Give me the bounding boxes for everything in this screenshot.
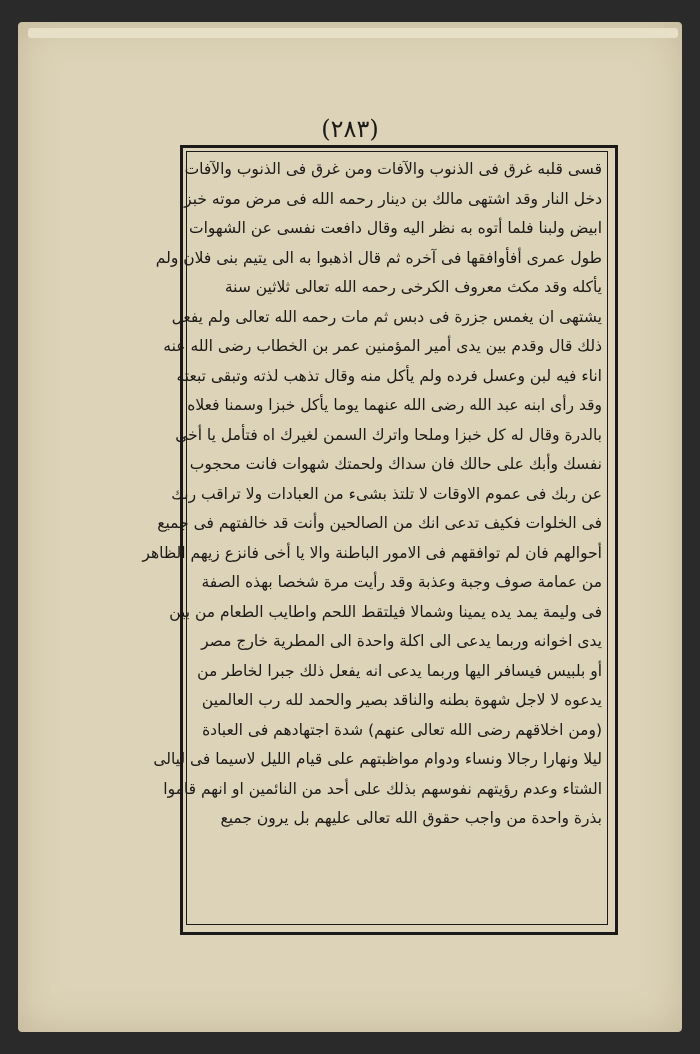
text-line: وقد رأى ابنه عبد الله رضى الله عنهما يوما يأكل خبزا وسمنا فعلاه <box>187 396 602 414</box>
text-line: ذلك قال وقدم بين يدى أمير المؤمنين عمر بن الخطاب رضى الله عنه <box>163 337 602 355</box>
text-line: عن ربك فى عموم الاوقات لا تلتذ بشىء من العبادات ولا تراقب ربك <box>171 484 602 503</box>
text-line: يدى اخوانه وربما يدعى الى اكلة واحدة الى المطرية خارج مصر <box>201 632 602 650</box>
text-line: يدعوه لا لاجل شهوة بطنه والناقد بصير والحمد لله رب العالمين <box>201 691 602 709</box>
text-line: من عمامة صوف وجبة وعذبة وقد رأيت مرة شخصا بهذه الصفة <box>201 573 602 591</box>
text-line: أو بلبيس فيسافر اليها وربما يدعى انه يفعل ذلك جبرا لخاطر من <box>197 661 602 680</box>
text-line: أحوالهم فان لم توافقهم فى الامور الباطنة والا يا أخى فانزع زيهم الظاهر <box>142 543 602 562</box>
text-line: نفسك وأبك على حالك فان سداك ولحمتك شهوات فانت محجوب <box>189 455 602 473</box>
text-line: بالدرة وقال له كل خبزا وملحا واترك السمن لغيرك اه فتأمل يا أخى <box>175 425 602 444</box>
text-line: قسى قلبه غرق فى الذنوب والآفات ومن غرق فى الذنوب والآفات <box>184 160 602 178</box>
text-line: يشتهى ان يغمس جزرة فى دبس ثم مات رحمه الله تعالى ولم يفعل <box>171 307 602 326</box>
text-block <box>142 155 602 834</box>
text-line: دخل النار وقد اشتهى مالك بن دينار رحمه الله فى مرض موته خبزا <box>179 189 602 208</box>
text-line: فى وليمة يمد يده يمينا وشمالا فيلتقط اللحم واطايب الطعام من بين <box>169 602 602 621</box>
text-line: ابيض ولبنا فلما أتوه به نظر اليه وقال دافعت نفسى عن الشهوات <box>188 219 602 237</box>
text-line: بذرة واحدة من واجب حقوق الله تعالى عليهم بل يرون جميع <box>220 809 602 827</box>
text-line: (ومن اخلاقهم رضى الله تعالى عنهم) شدة اجتهادهم فى العبادة <box>202 720 602 739</box>
text-line: ليلا ونهارا رجالا ونساء ودوام مواظبتهم على قيام الليل لاسيما فى ليالى <box>153 750 602 768</box>
text-line: طول عمرى أفأوافقها فى آخره ثم قال اذهبوا به الى يتيم بنى فلان ولم <box>155 248 602 267</box>
page-number: (٢٨٣) <box>321 115 379 143</box>
text-line: فى الخلوات فكيف تدعى انك من الصالحين وأنت قد خالفتهم فى جميع <box>157 514 602 532</box>
text-line: الشتاء وعدم رؤيتهم نفوسهم بذلك على أحد من النائمين او انهم قاموا <box>163 779 602 798</box>
text-line: يأكله وقد مكث معروف الكرخى رحمه الله تعالى ثلاثين سنة <box>224 278 602 296</box>
text-line: اناء فيه لبن وعسل فرده ولم يأكل منه وقال تذهب لذته وتبقى تبعته <box>176 366 602 385</box>
page-edge <box>28 28 678 38</box>
